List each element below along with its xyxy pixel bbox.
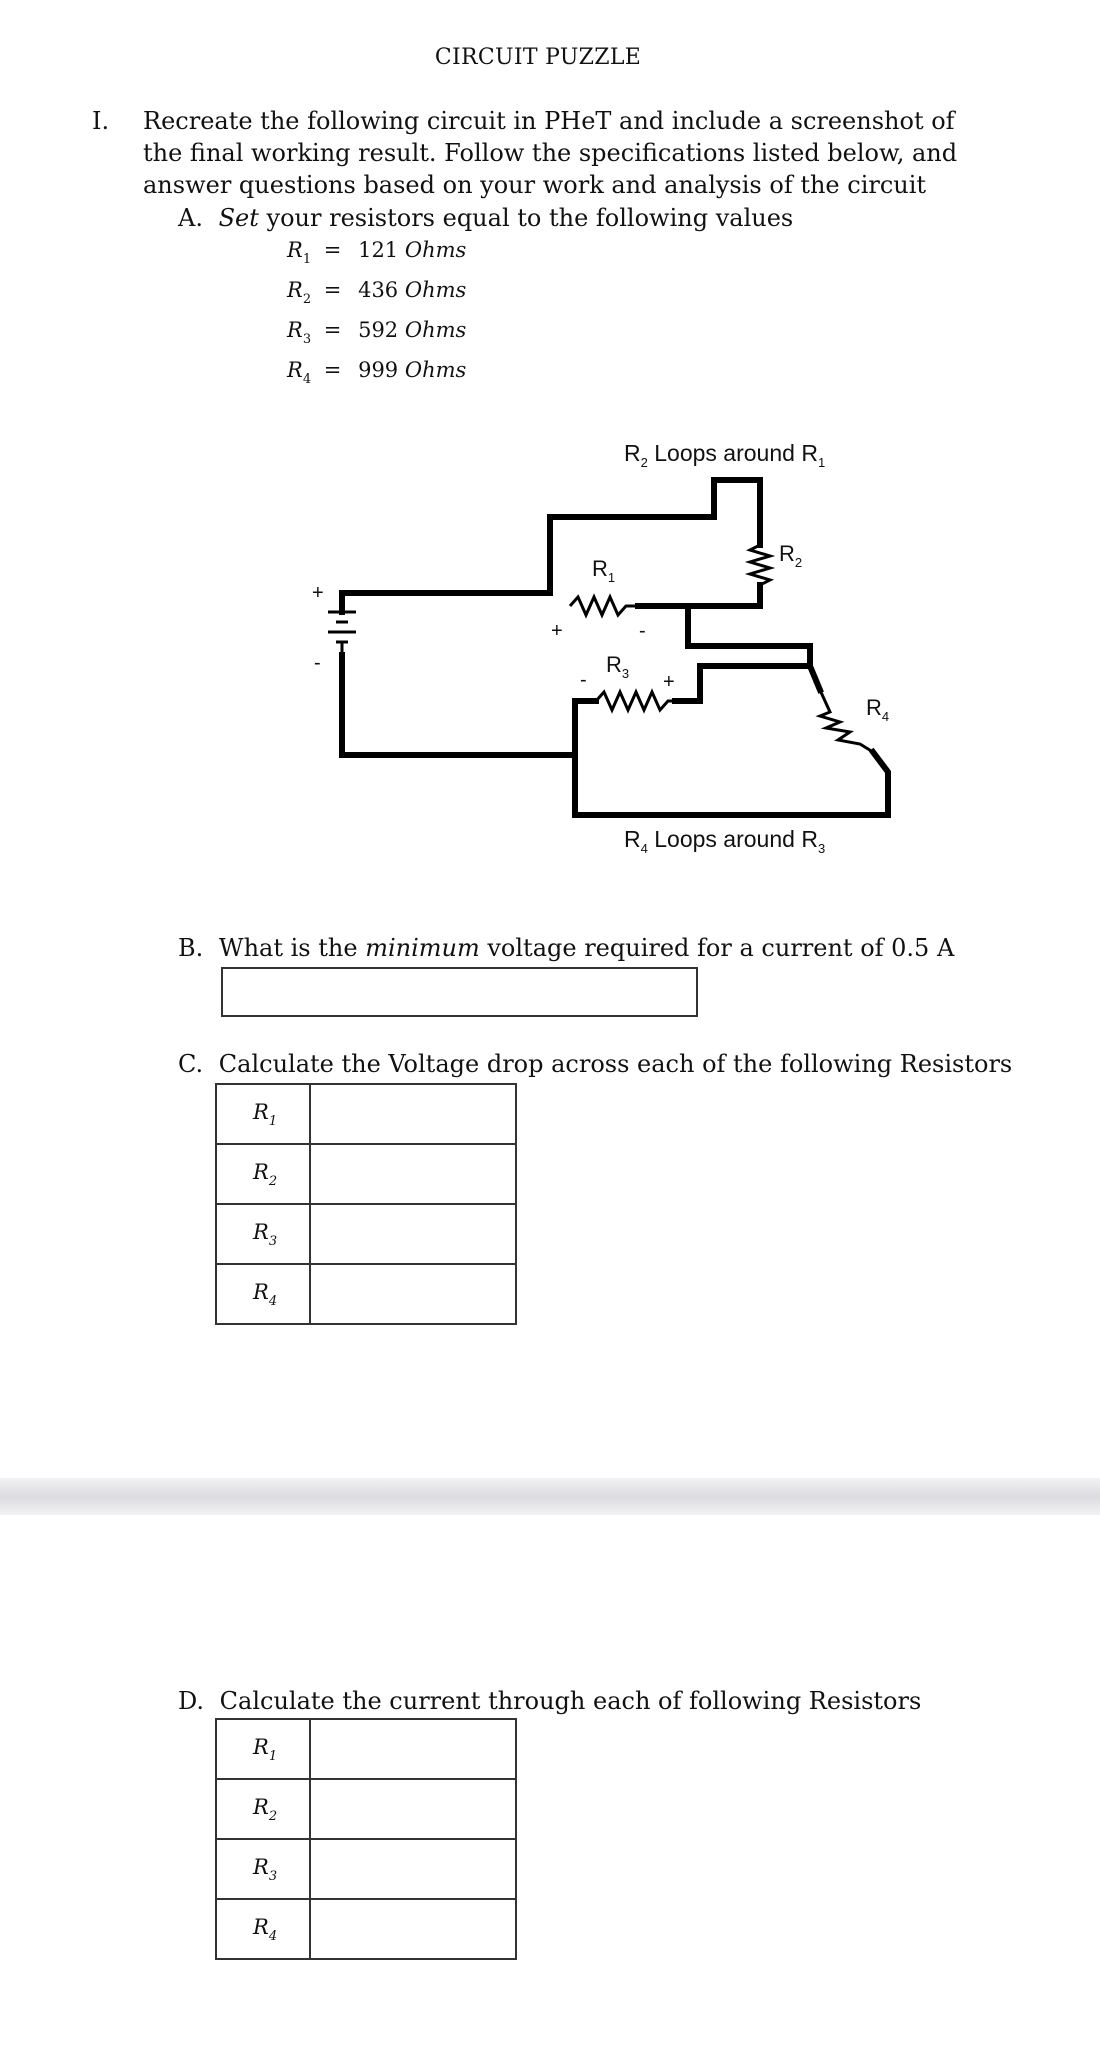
part-c-text: Calculate the Voltage drop across each of the following Resistors xyxy=(218,1050,1013,1078)
table-row xyxy=(216,1204,516,1264)
section-numeral: I. xyxy=(92,107,110,135)
row-label xyxy=(216,1204,310,1264)
caption-text: Loops around xyxy=(654,826,795,852)
circuit-diagram xyxy=(0,0,1100,900)
part-a-emphasis: Set xyxy=(218,204,259,232)
equals-sign: = xyxy=(323,358,342,382)
wire-r2-loop xyxy=(550,480,760,593)
resistor-symbol: R xyxy=(287,318,303,342)
equals-sign: = xyxy=(323,278,342,302)
label-symbol: R xyxy=(866,695,882,720)
resistor-symbol: R xyxy=(287,238,303,262)
voltage-r3-cell[interactable] xyxy=(310,1204,516,1264)
wire-battery-bottom xyxy=(342,655,575,755)
row-sub: 4 xyxy=(268,1293,278,1309)
part-a-text: your resistors equal to the following values xyxy=(266,204,794,232)
r1-minus-sign: - xyxy=(639,620,646,642)
label-sub: 1 xyxy=(607,570,616,585)
current-r3-cell[interactable] xyxy=(310,1839,516,1899)
row-label xyxy=(216,1264,310,1324)
voltage-drop-table xyxy=(215,1083,517,1325)
label-symbol: R xyxy=(592,556,608,581)
battery-icon xyxy=(328,612,356,655)
row-sub: 3 xyxy=(268,1868,278,1884)
row-symbol: R xyxy=(253,1099,269,1124)
row-label xyxy=(216,1899,310,1959)
caption-b-sub: 1 xyxy=(817,455,826,470)
table-row xyxy=(216,1084,516,1144)
caption-a-symbol: R xyxy=(624,826,641,852)
resistor-r2-icon xyxy=(750,545,770,585)
wire-r3-left xyxy=(575,701,596,755)
part-b-answer-box[interactable] xyxy=(221,967,698,1017)
row-sub: 3 xyxy=(268,1233,278,1249)
label-r2 xyxy=(779,541,802,570)
resistor-subscript: 1 xyxy=(302,252,312,267)
diagram-top-caption xyxy=(624,440,825,470)
row-sub: 1 xyxy=(268,1113,278,1129)
row-sub: 4 xyxy=(268,1928,278,1944)
voltage-r1-cell[interactable] xyxy=(310,1084,516,1144)
label-sub: 3 xyxy=(621,666,630,681)
row-symbol: R xyxy=(253,1854,269,1879)
label-r1 xyxy=(592,556,615,585)
part-c-letter: C. xyxy=(178,1050,204,1078)
caption-a-sub: 2 xyxy=(640,455,648,470)
resistor-symbol: R xyxy=(287,358,303,382)
table-row xyxy=(216,1719,516,1779)
wire-r4-tail xyxy=(575,752,888,815)
equals-sign: = xyxy=(323,318,342,342)
row-symbol: R xyxy=(253,1159,269,1184)
caption-b-sub: 3 xyxy=(817,841,826,856)
caption-a-sub: 4 xyxy=(640,841,648,856)
resistor-value: 121 xyxy=(358,238,399,262)
label-sub: 4 xyxy=(881,709,890,724)
battery-plus-sign: + xyxy=(312,582,324,604)
part-a-letter: A. xyxy=(178,204,203,232)
part-b-heading xyxy=(178,934,954,962)
table-row xyxy=(216,1899,516,1959)
part-d-text: Calculate the current through each of following Resistors xyxy=(219,1687,922,1715)
resistor-value: 592 xyxy=(358,318,399,342)
resistor-subscript: 4 xyxy=(302,372,312,387)
resistor-r3-icon xyxy=(596,692,675,710)
r1-plus-sign: + xyxy=(551,620,563,642)
part-b-emphasis: minimum xyxy=(365,934,480,962)
caption-b-symbol: R xyxy=(801,826,818,852)
voltage-r4-cell[interactable] xyxy=(310,1264,516,1324)
equals-sign: = xyxy=(323,238,342,262)
page-title: CIRCUIT PUZZLE xyxy=(434,45,642,70)
wire-junction-down xyxy=(688,606,810,666)
section-intro: Recreate the following circuit in PHeT and include a screenshot of the final working result. Follow the specifications listed below, and answer questions based on your work and analysis of the circuit xyxy=(143,107,958,199)
resistor-subscript: 2 xyxy=(302,292,312,307)
diagram-bottom-caption xyxy=(624,826,825,856)
label-symbol: R xyxy=(779,541,795,566)
row-label xyxy=(216,1144,310,1204)
current-r4-cell[interactable] xyxy=(310,1899,516,1959)
caption-text: Loops around xyxy=(654,440,795,466)
resistor-unit: Ohms xyxy=(404,238,467,262)
page-separator xyxy=(0,1478,1100,1515)
resistor-value: 999 xyxy=(358,358,399,382)
row-sub: 1 xyxy=(268,1748,278,1764)
resistor-unit: Ohms xyxy=(404,358,467,382)
r3-minus-sign: - xyxy=(580,669,587,691)
part-c-heading xyxy=(178,1050,1012,1078)
row-label xyxy=(216,1779,310,1839)
row-symbol: R xyxy=(253,1914,269,1939)
table-row xyxy=(216,1839,516,1899)
table-row xyxy=(216,1779,516,1839)
battery-minus-sign: - xyxy=(314,652,321,674)
caption-a-symbol: R xyxy=(624,440,641,466)
row-sub: 2 xyxy=(268,1808,278,1824)
resistor-symbol: R xyxy=(287,278,303,302)
part-d-heading xyxy=(178,1687,921,1715)
r3-plus-sign: + xyxy=(663,671,675,693)
part-b-letter: B. xyxy=(178,934,204,962)
table-row xyxy=(216,1264,516,1324)
row-label xyxy=(216,1719,310,1779)
row-symbol: R xyxy=(253,1794,269,1819)
row-label xyxy=(216,1084,310,1144)
part-b-post: voltage required for a current of 0.5 A xyxy=(487,934,955,962)
row-sub: 2 xyxy=(268,1173,278,1189)
resistor-unit: Ohms xyxy=(404,318,467,342)
current-table xyxy=(215,1718,517,1960)
current-r2-cell[interactable] xyxy=(310,1779,516,1839)
part-d-letter: D. xyxy=(178,1687,205,1715)
row-symbol: R xyxy=(253,1279,269,1304)
label-symbol: R xyxy=(606,652,622,677)
part-b-pre: What is the xyxy=(218,934,358,962)
wire-r3-right xyxy=(675,666,700,701)
table-row xyxy=(216,1144,516,1204)
row-symbol: R xyxy=(253,1219,269,1244)
voltage-r2-cell[interactable] xyxy=(310,1144,516,1204)
wire-r4-lead xyxy=(810,666,820,690)
resistor-value: 436 xyxy=(358,278,399,302)
row-symbol: R xyxy=(253,1734,269,1759)
resistor-subscript: 3 xyxy=(302,332,312,347)
row-label xyxy=(216,1839,310,1899)
caption-b-symbol: R xyxy=(801,440,818,466)
resistor-r1-icon xyxy=(570,597,638,615)
wire-r2-lower xyxy=(688,585,760,606)
worksheet-page-2 xyxy=(0,1515,1100,2072)
label-r3 xyxy=(606,652,629,681)
label-r4 xyxy=(866,695,889,724)
label-sub: 2 xyxy=(794,555,803,570)
current-r1-cell[interactable] xyxy=(310,1719,516,1779)
resistor-unit: Ohms xyxy=(404,278,467,302)
